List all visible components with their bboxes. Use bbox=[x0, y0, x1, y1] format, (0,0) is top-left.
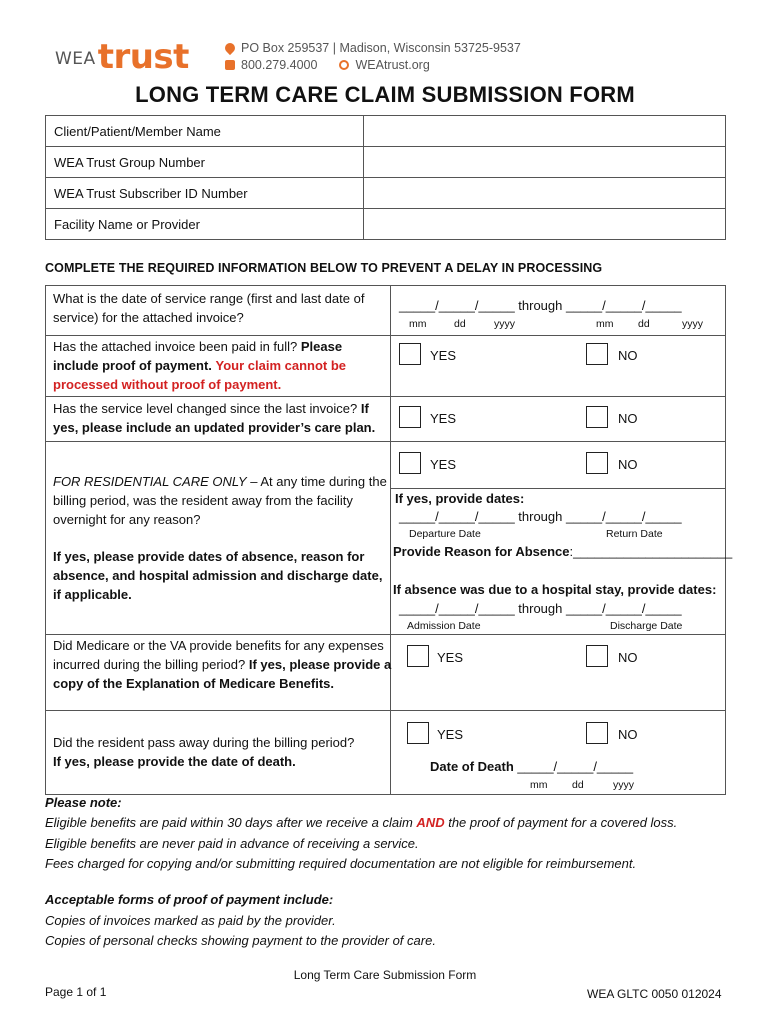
proof-heading: Acceptable forms of proof of payment include: bbox=[45, 892, 334, 907]
proof-line: Copies of personal checks showing payment to the provider of care. bbox=[45, 933, 436, 948]
row-divider bbox=[45, 634, 726, 635]
hospital-date-range-field[interactable]: _____/_____/_____ through _____/_____/_____ bbox=[399, 601, 682, 616]
no-label: NO bbox=[618, 650, 638, 665]
q6-no-checkbox[interactable] bbox=[586, 722, 608, 744]
q2-no-checkbox[interactable] bbox=[586, 343, 608, 365]
q1-service-dates-text: What is the date of service range (first and last date of service) for the attached invoice? bbox=[53, 291, 365, 325]
table-row bbox=[46, 209, 726, 240]
q2-text: Has the attached invoice been paid in full? bbox=[53, 339, 301, 354]
logo-trust-text: trust bbox=[97, 37, 189, 77]
no-label: NO bbox=[618, 348, 638, 363]
yes-label: YES bbox=[430, 348, 457, 363]
date-of-death-field[interactable] bbox=[430, 759, 633, 774]
footer-page-number: Page 1 of 1 bbox=[45, 985, 107, 999]
q4-if-yes-dates: If yes, provide dates: bbox=[395, 491, 525, 506]
phone-icon bbox=[225, 60, 235, 70]
table-row bbox=[46, 147, 726, 178]
member-name-field[interactable] bbox=[364, 116, 726, 147]
q2-instruction: Please include proof of payment. bbox=[53, 339, 343, 373]
group-number-field[interactable] bbox=[364, 147, 726, 178]
mm-label: mm bbox=[530, 779, 548, 791]
death-line: _____/_____/_____ bbox=[517, 759, 634, 774]
notes-heading: Please note: bbox=[45, 795, 122, 810]
no-label: NO bbox=[618, 457, 638, 472]
q3-yes-checkbox[interactable] bbox=[399, 406, 421, 428]
dd-label: dd bbox=[454, 318, 466, 330]
q3-no-checkbox[interactable] bbox=[586, 406, 608, 428]
section-subheading: COMPLETE THE REQUIRED INFORMATION BELOW TO PREVENT A DELAY IN PROCESSING bbox=[45, 261, 603, 275]
field-label: Client/Patient/Member Name bbox=[46, 116, 364, 147]
facility-name-field[interactable] bbox=[364, 209, 726, 240]
yyyy-label: yyyy bbox=[494, 318, 515, 330]
q6-death-text bbox=[53, 733, 388, 771]
q4-text: – At any time during the billing period, was the resident away from the facility overnight for any reason? bbox=[53, 474, 387, 527]
row-divider bbox=[45, 441, 726, 442]
proof-line: Copies of invoices marked as paid by the provider. bbox=[45, 913, 336, 928]
row-divider bbox=[45, 710, 726, 711]
address-text: PO Box 259537 | Madison, Wisconsin 53725-9537 bbox=[241, 41, 521, 55]
no-label: NO bbox=[618, 411, 638, 426]
absence-reason-field[interactable] bbox=[393, 544, 732, 559]
globe-icon bbox=[339, 60, 349, 70]
dd-label: dd bbox=[638, 318, 650, 330]
discharge-date-label: Discharge Date bbox=[610, 620, 683, 632]
note-line1-a: Eligible benefits are paid within 30 days after we receive a claim bbox=[45, 815, 417, 830]
field-label: WEA Trust Subscriber ID Number bbox=[46, 178, 364, 209]
contact-line bbox=[225, 58, 430, 72]
q4-residential-text bbox=[53, 472, 388, 529]
no-label: NO bbox=[618, 727, 638, 742]
q4-yes-checkbox[interactable] bbox=[399, 452, 421, 474]
column-divider bbox=[390, 285, 391, 795]
q2-yes-checkbox[interactable] bbox=[399, 343, 421, 365]
location-pin-icon bbox=[223, 41, 237, 55]
note-and-emphasis: AND bbox=[416, 815, 445, 830]
phone-text: 800.279.4000 bbox=[241, 58, 318, 72]
q5-text: Did Medicare or the VA provide benefits for any expenses incurred during the billing period? bbox=[53, 638, 384, 672]
q5-instruction: If yes, please provide a copy of the Explanation of Medicare Benefits. bbox=[53, 657, 392, 691]
wea-trust-logo bbox=[55, 37, 189, 77]
address-line bbox=[225, 41, 521, 55]
table-row bbox=[46, 178, 726, 209]
q3-instruction: If yes, please include an updated provider’s care plan. bbox=[53, 401, 376, 435]
hospital-stay-label: If absence was due to a hospital stay, provide dates: bbox=[393, 582, 717, 597]
q6-instruction: If yes, please provide the date of death. bbox=[53, 754, 296, 769]
subscriber-id-field[interactable] bbox=[364, 178, 726, 209]
q5-medicare-text bbox=[53, 636, 393, 693]
row-divider bbox=[45, 335, 726, 336]
return-date-label: Return Date bbox=[606, 528, 663, 540]
inner-row-divider bbox=[390, 488, 726, 489]
member-info-table bbox=[45, 115, 726, 240]
yyyy-label: yyyy bbox=[613, 779, 634, 791]
yes-label: YES bbox=[430, 411, 457, 426]
reason-line: :______________________ bbox=[569, 544, 733, 559]
q4-instruction: If yes, please provide dates of absence, reason for absence, and hospital admission and discharge date, if applicable. bbox=[53, 549, 383, 602]
note-line bbox=[45, 815, 677, 830]
footer-form-name: Long Term Care Submission Form bbox=[293, 968, 477, 982]
reason-label: Provide Reason for Absence bbox=[393, 544, 570, 559]
field-label: WEA Trust Group Number bbox=[46, 147, 364, 178]
admission-date-label: Admission Date bbox=[407, 620, 481, 632]
footer-form-code: WEA GLTC 0050 012024 bbox=[587, 987, 722, 1001]
note-line1-b: the proof of payment for a covered loss. bbox=[444, 815, 678, 830]
note-line: Fees charged for copying and/or submitting required documentation are not eligible for reimbursement. bbox=[45, 856, 637, 871]
yes-label: YES bbox=[430, 457, 457, 472]
yyyy-label: yyyy bbox=[682, 318, 703, 330]
dd-label: dd bbox=[572, 779, 584, 791]
q5-no-checkbox[interactable] bbox=[586, 645, 608, 667]
logo-wea-text: WEA bbox=[55, 49, 96, 69]
field-label: Facility Name or Provider bbox=[46, 209, 364, 240]
mm-label: mm bbox=[596, 318, 614, 330]
q4-no-checkbox[interactable] bbox=[586, 452, 608, 474]
service-date-range-field[interactable]: _____/_____/_____ through _____/_____/_____ bbox=[399, 298, 682, 313]
mm-label: mm bbox=[409, 318, 427, 330]
q3-service-level-text bbox=[53, 399, 388, 437]
yes-label: YES bbox=[437, 650, 464, 665]
row-divider bbox=[45, 396, 726, 397]
q3-text: Has the service level changed since the last invoice? bbox=[53, 401, 361, 416]
absence-date-range-field[interactable]: _____/_____/_____ through _____/_____/_____ bbox=[399, 509, 682, 524]
table-row bbox=[46, 116, 726, 147]
q6-yes-checkbox[interactable] bbox=[407, 722, 429, 744]
q6-text: Did the resident pass away during the billing period? bbox=[53, 735, 355, 750]
q5-yes-checkbox[interactable] bbox=[407, 645, 429, 667]
website-link[interactable]: WEAtrust.org bbox=[355, 58, 430, 72]
q2-paid-in-full-text bbox=[53, 337, 373, 394]
death-label: Date of Death bbox=[430, 759, 518, 774]
departure-date-label: Departure Date bbox=[409, 528, 481, 540]
yes-label: YES bbox=[437, 727, 464, 742]
q4-residential-only: FOR RESIDENTIAL CARE ONLY bbox=[53, 474, 247, 489]
note-line: Eligible benefits are never paid in advance of receiving a service. bbox=[45, 836, 419, 851]
q2-warning: Your claim cannot be processed without proof of payment. bbox=[53, 358, 347, 392]
form-title: LONG TERM CARE CLAIM SUBMISSION FORM bbox=[135, 82, 635, 107]
